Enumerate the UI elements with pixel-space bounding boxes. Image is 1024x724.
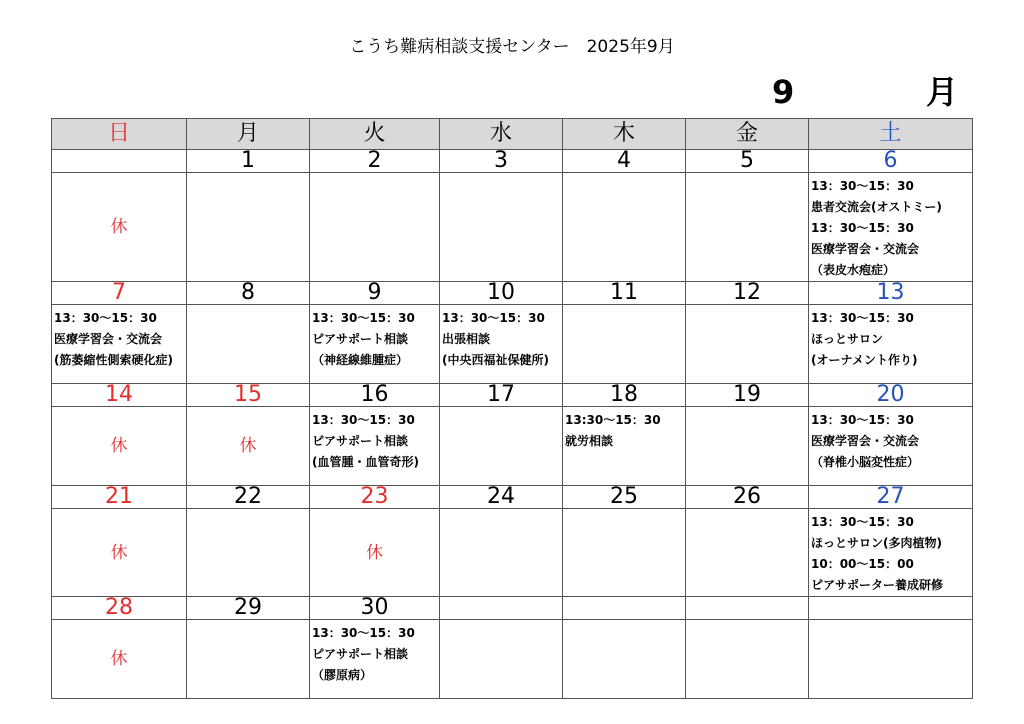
date-cell: 21: [52, 486, 187, 509]
day-cell: [187, 620, 310, 699]
date-cell: [809, 597, 973, 620]
day-cell: [563, 620, 686, 699]
event-line: ピアサポーター養成研修: [811, 578, 944, 592]
day-cell: [187, 173, 310, 282]
event-line: 13：30～15：30: [312, 413, 415, 427]
date-cell: 24: [440, 486, 563, 509]
date-cell: [686, 597, 809, 620]
date-cell: 14: [52, 384, 187, 407]
event-line: (血管腫・血管奇形): [312, 455, 419, 469]
day-cell: [563, 509, 686, 597]
event-line: （脊椎小脳変性症）: [811, 455, 920, 469]
event-row: [52, 509, 973, 597]
event-line: 就労相談: [565, 434, 614, 448]
event-line: 13：30～15：30: [442, 311, 545, 325]
event-list: [563, 407, 685, 452]
event-line: 13：30～15：30: [811, 311, 914, 325]
event-line: 13：30～15：30: [811, 221, 914, 235]
day-cell: [440, 407, 563, 486]
date-cell: 25: [563, 486, 686, 509]
event-line: 13：30～15：30: [312, 311, 415, 325]
page-title: こうち難病相談支援センター 2025年9月: [349, 37, 675, 57]
weekday-wednesday: 水: [440, 119, 563, 150]
date-cell: 30: [310, 597, 440, 620]
event-line: 13：30～15：30: [312, 626, 415, 640]
day-cell: [440, 509, 563, 597]
event-line: ほっとサロン: [811, 332, 884, 346]
day-cell: [310, 509, 440, 597]
closed-label: 休: [110, 649, 128, 669]
day-cell: [52, 620, 187, 699]
event-line: 10：00～15：00: [811, 557, 914, 571]
event-list: [310, 407, 439, 473]
event-line: ピアサポート相談: [312, 332, 409, 346]
event-list: [809, 173, 972, 281]
day-cell: [686, 620, 809, 699]
event-row: [52, 173, 973, 282]
date-cell: 9: [310, 282, 440, 305]
day-cell: [52, 305, 187, 384]
day-cell: [686, 305, 809, 384]
date-cell: 29: [187, 597, 310, 620]
date-cell: 17: [440, 384, 563, 407]
date-cell: 1: [187, 150, 310, 173]
weekday-header-row: [52, 119, 973, 150]
date-cell: 11: [563, 282, 686, 305]
date-cell: 2: [310, 150, 440, 173]
date-cell: [563, 597, 686, 620]
day-cell: [187, 509, 310, 597]
day-cell: [310, 620, 440, 699]
day-cell: [52, 173, 187, 282]
event-line: 患者交流会(オストミー): [811, 200, 942, 214]
event-list: [310, 305, 439, 371]
closed-label: 休: [366, 542, 383, 563]
event-line: 医療学習会・交流会: [811, 242, 920, 256]
date-row: [52, 150, 973, 173]
event-line: 13：30～15：30: [811, 413, 914, 427]
day-cell: [310, 407, 440, 486]
day-cell: [809, 305, 973, 384]
event-line: (中央西福祉保健所): [442, 353, 549, 367]
day-cell: [809, 407, 973, 486]
date-cell: 23: [310, 486, 440, 509]
event-list: [52, 305, 186, 371]
date-cell: 7: [52, 282, 187, 305]
date-cell: [52, 150, 187, 173]
calendar-table: [51, 118, 973, 699]
date-cell: 16: [310, 384, 440, 407]
date-cell: 20: [809, 384, 973, 407]
date-cell: 10: [440, 282, 563, 305]
date-cell: 12: [686, 282, 809, 305]
date-row: [52, 597, 973, 620]
weekday-thursday: 木: [563, 119, 686, 150]
day-cell: [52, 509, 187, 597]
closed-label: 休: [239, 436, 257, 456]
event-line: 医療学習会・交流会: [54, 332, 163, 346]
event-line: ほっとサロン(多肉植物): [811, 536, 942, 550]
weekday-sunday: 日: [52, 119, 187, 150]
day-cell: [686, 173, 809, 282]
date-cell: 4: [563, 150, 686, 173]
weekday-friday: 金: [686, 119, 809, 150]
day-cell: [440, 173, 563, 282]
closed-label: 休: [110, 542, 128, 563]
day-cell: [52, 407, 187, 486]
weekday-saturday: 土: [809, 119, 973, 150]
closed-label: 休: [110, 436, 128, 456]
event-list: [310, 620, 439, 686]
date-cell: 28: [52, 597, 187, 620]
event-list: [809, 305, 972, 371]
date-cell: 6: [809, 150, 973, 173]
event-row: [52, 407, 973, 486]
weekday-monday: 月: [187, 119, 310, 150]
closed-label: 休: [110, 217, 128, 237]
date-cell: 3: [440, 150, 563, 173]
event-line: （膠原病）: [312, 668, 373, 682]
day-cell: [563, 407, 686, 486]
day-cell: [809, 509, 973, 597]
event-line: 医療学習会・交流会: [811, 434, 920, 448]
day-cell: [563, 305, 686, 384]
date-cell: 15: [187, 384, 310, 407]
date-cell: 19: [686, 384, 809, 407]
day-cell: [440, 620, 563, 699]
date-cell: 26: [686, 486, 809, 509]
day-cell: [809, 620, 973, 699]
month-label: 月: [926, 73, 959, 111]
date-cell: 22: [187, 486, 310, 509]
event-line: ピアサポート相談: [312, 647, 409, 661]
day-cell: [310, 173, 440, 282]
event-line: 13：30～15：30: [811, 179, 914, 193]
day-cell: [686, 509, 809, 597]
weekday-tuesday: 火: [310, 119, 440, 150]
date-row: [52, 282, 973, 305]
event-list: [809, 509, 972, 596]
event-line: 13：30～15：30: [54, 311, 157, 325]
event-row: [52, 305, 973, 384]
date-cell: 27: [809, 486, 973, 509]
event-row: [52, 620, 973, 699]
month-number: 9: [772, 73, 795, 111]
day-cell: [809, 173, 973, 282]
event-line: （神経線維腫症）: [312, 353, 409, 367]
date-cell: 18: [563, 384, 686, 407]
date-row: [52, 486, 973, 509]
date-cell: [440, 597, 563, 620]
event-line: (オーナメント作り): [811, 353, 918, 367]
event-line: ピアサポート相談: [312, 434, 409, 448]
event-list: [440, 305, 562, 371]
event-line: (筋萎縮性側索硬化症): [54, 353, 173, 367]
day-cell: [187, 407, 310, 486]
date-cell: 8: [187, 282, 310, 305]
day-cell: [187, 305, 310, 384]
event-line: （表皮水疱症）: [811, 263, 896, 277]
date-cell: 13: [809, 282, 973, 305]
event-list: [809, 407, 972, 473]
event-line: 13：30～15：30: [811, 515, 914, 529]
day-cell: [440, 305, 563, 384]
event-line: 13:30～15：30: [565, 413, 661, 427]
date-row: [52, 384, 973, 407]
date-cell: 5: [686, 150, 809, 173]
event-line: 出張相談: [442, 332, 491, 346]
day-cell: [686, 407, 809, 486]
day-cell: [310, 305, 440, 384]
day-cell: [563, 173, 686, 282]
